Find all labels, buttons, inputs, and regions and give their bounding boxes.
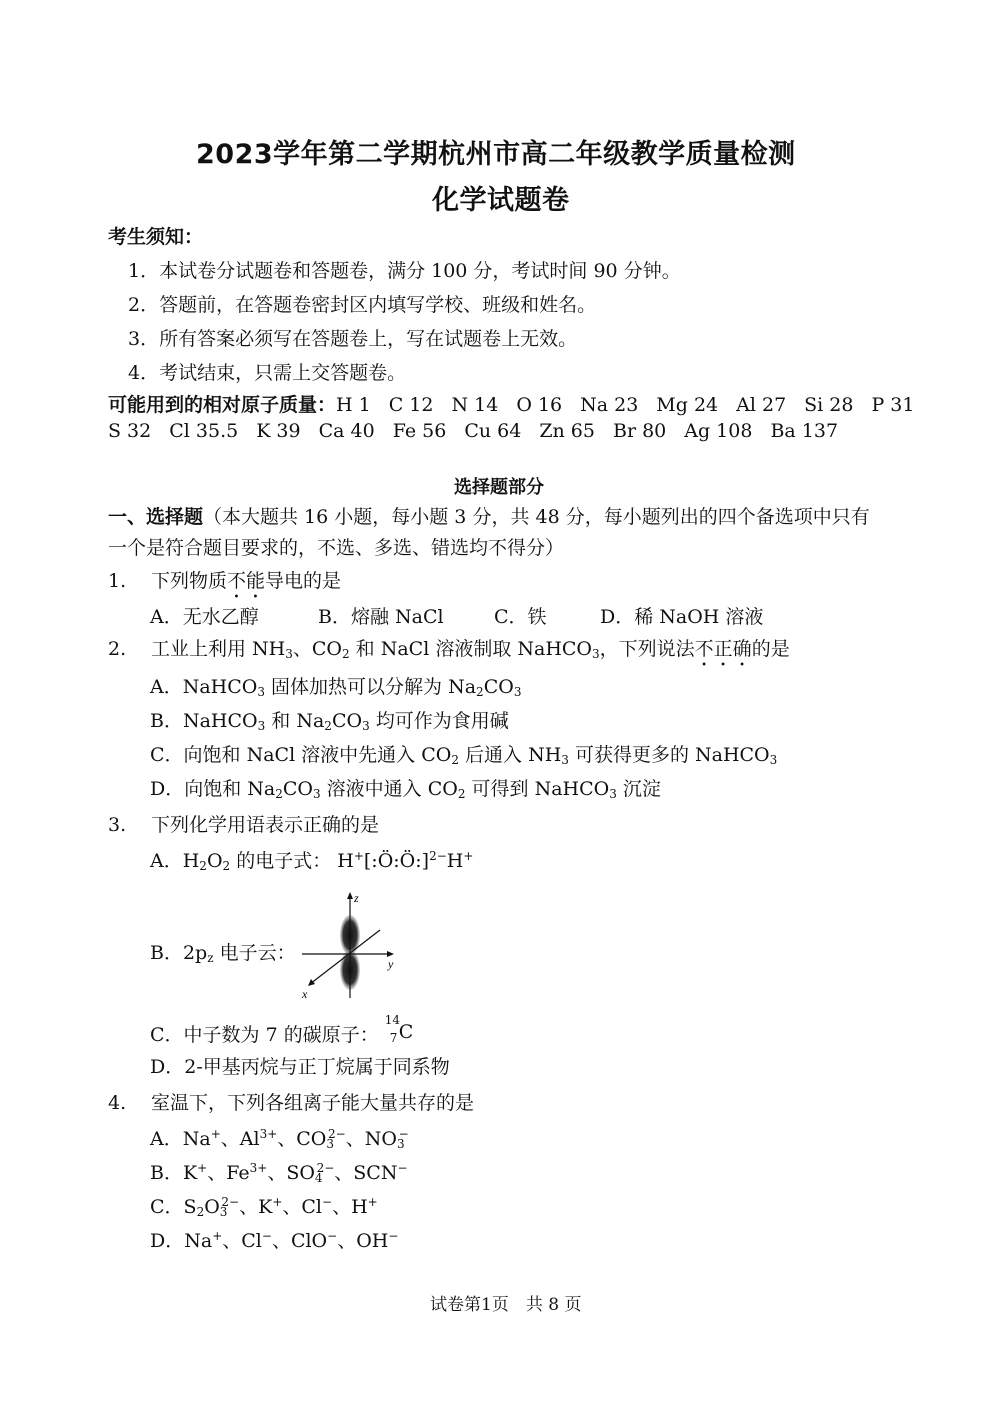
page-footer: 试卷第1页 共 8 页 <box>430 1295 582 1315</box>
question-number: 4. <box>108 1092 127 1114</box>
notice-item: 1．本试卷分试题卷和答题卷，满分 100 分，考试时间 90 分钟。 <box>128 260 681 282</box>
option-d: D．Na+、Cl−、ClO−、OH− <box>150 1229 399 1252</box>
option-text: D．向饱和 Na <box>150 778 276 800</box>
atomic-mass: Fe 56 <box>392 420 447 442</box>
question-stem: ，下列说法 <box>599 638 695 660</box>
atomic-mass: Al 27 <box>736 394 787 416</box>
z-axis-arrow <box>347 892 353 899</box>
subscript: 2 <box>275 787 283 801</box>
option-text: 可得到 NaHCO <box>465 778 610 800</box>
atomic-mass: N 14 <box>451 394 499 416</box>
atomic-mass: Cu 64 <box>464 420 522 442</box>
atomic-mass: H 1 <box>336 394 371 416</box>
electron-formula: H+[:Ö:Ö:]$^{2-}$H+ <box>337 849 474 872</box>
atomic-mass: Ag 108 <box>684 420 753 442</box>
atomic-mass: Ba 137 <box>770 420 839 442</box>
option-b <box>150 938 296 965</box>
atomic-mass: P 31 <box>871 394 915 416</box>
atomic-mass: Zn 65 <box>539 420 595 442</box>
question-stem: 的是 <box>751 638 790 660</box>
notice-heading: 考生须知： <box>108 226 204 248</box>
option-text: CO <box>483 676 514 698</box>
section-title: 选择题部分 <box>454 477 544 498</box>
subscript: 2 <box>199 859 207 873</box>
option-text: A．NaHCO <box>150 676 258 698</box>
atomic-mass: Ca 40 <box>318 420 375 442</box>
question-2 <box>108 634 790 671</box>
atomic-mass: Mg 24 <box>656 394 719 416</box>
option-text: 溶液中通入 CO <box>320 778 458 800</box>
subscript: 3 <box>362 719 370 733</box>
section-heading-text: （本大题共 16 小题，每小题 3 分，共 48 分，每小题列出的四个备选项中只有 <box>203 506 870 528</box>
atomic-mass: Br 80 <box>612 420 667 442</box>
element-symbol: C <box>398 1021 414 1043</box>
option-text: 和 Na <box>265 710 325 732</box>
subscript: z <box>207 951 214 965</box>
atomic-mass: Na 23 <box>580 394 639 416</box>
option-text: B．2p <box>150 942 208 964</box>
question-3 <box>108 810 379 837</box>
option-text: B．NaHCO <box>150 710 258 732</box>
q1-options <box>150 602 763 629</box>
subscript: 3 <box>609 787 617 801</box>
atomic-mass-label: 可能用到的相对原子质量： <box>108 394 337 416</box>
atomic-mass: O 16 <box>516 394 563 416</box>
option-a <box>150 846 473 873</box>
notice-item: 4．考试结束，只需上交答题卷。 <box>128 362 407 384</box>
option-text: 的电子式： <box>230 850 332 872</box>
option-a: A．Na+、$Al^{3+}$、$CO_3^{2-}$、$NO_3^-$ <box>150 1127 409 1151</box>
question-stem: 、CO <box>292 638 342 660</box>
option-a: A．无水乙醇 <box>150 606 259 628</box>
subscript: 2 <box>342 647 350 661</box>
atomic-mass: C 12 <box>388 394 434 416</box>
question-stem-emphasis: 不正确 <box>694 638 752 660</box>
option-text: 均可作为食用碱 <box>369 710 509 732</box>
subscript: 2 <box>476 685 484 699</box>
option-text: CO <box>331 710 363 732</box>
subscript: 3 <box>257 719 266 733</box>
question-stem: 导电的是 <box>265 570 342 592</box>
atomic-mass-line-1 <box>108 390 914 417</box>
question-number: 2. <box>108 638 127 660</box>
notice-item: 2．答题前，在答题卷密封区内填写学校、班级和姓名。 <box>128 294 597 316</box>
subscript: 3 <box>769 753 778 767</box>
option-c: C．铁 <box>494 606 547 628</box>
atomic-mass: K 39 <box>256 420 301 442</box>
option-text: C．中子数为 7 的碳原子： <box>150 1024 379 1046</box>
option-text: O <box>206 850 223 872</box>
subscript: 3 <box>561 753 569 767</box>
option-text: 可获得更多的 NaHCO <box>568 744 770 766</box>
question-stem: 和 NaCl 溶液制取 NaHCO <box>349 638 593 660</box>
subscript: 2 <box>451 753 459 767</box>
atomic-mass-line-2 <box>108 420 838 442</box>
question-stem: 室温下，下列各组离子能大量共存的是 <box>151 1092 475 1114</box>
option-text: 电子云： <box>213 942 296 964</box>
question-1 <box>108 566 341 603</box>
section-heading-continued: 一个是符合题目要求的，不选、多选、错选均不得分） <box>108 537 565 559</box>
subscript: 3 <box>257 685 265 699</box>
question-stem: 下列化学用语表示正确的是 <box>151 814 380 836</box>
option-d: D．2-甲基丙烷与正丁烷属于同系物 <box>150 1056 450 1078</box>
option-text: 后通入 NH <box>458 744 562 766</box>
option-b: B．K+、$Fe^{3+}$、$SO_4^{2-}$、SCN− <box>150 1161 408 1185</box>
electron-cloud-diagram <box>298 890 402 1002</box>
question-stem-emphasis: 不能 <box>227 570 266 592</box>
option-text: CO <box>282 778 313 800</box>
question-number: 3. <box>108 814 127 836</box>
question-stem: 下列物质 <box>151 570 228 592</box>
option-c: C．$S_2O_3^{2-}$、K+、Cl−、H+ <box>150 1195 378 1219</box>
x-axis-arrow <box>308 979 315 986</box>
section-heading-bold: 一、选择题 <box>108 506 204 528</box>
subscript: 2 <box>324 719 332 733</box>
axis-label-z: z <box>354 891 359 905</box>
option-d <box>150 774 661 801</box>
question-4 <box>108 1088 474 1115</box>
option-c <box>150 740 777 767</box>
option-c <box>150 1013 419 1047</box>
atomic-mass: Si 28 <box>804 394 854 416</box>
question-number: 1. <box>108 570 127 592</box>
subscript: 3 <box>313 787 321 801</box>
option-text: A．H <box>150 850 200 872</box>
section-heading <box>108 502 870 529</box>
subscript: 3 <box>592 647 600 661</box>
subscript: 3 <box>285 647 293 661</box>
nuclide-notation <box>384 1013 419 1045</box>
atomic-mass: S 32 <box>108 420 152 442</box>
atomic-mass: Cl 35.5 <box>169 420 239 442</box>
option-text: C．向饱和 NaCl 溶液中先通入 CO <box>150 744 452 766</box>
mass-number: 14 <box>384 1013 401 1027</box>
axis-label-y: y <box>388 957 394 971</box>
option-b <box>150 706 509 733</box>
option-b: B．熔融 NaCl <box>318 606 444 628</box>
option-text: 沉淀 <box>616 778 661 800</box>
subscript: 3 <box>513 685 522 699</box>
page-subtitle: 化学试题卷 <box>432 185 570 216</box>
option-a <box>150 672 521 699</box>
option-d: D．稀 NaOH 溶液 <box>600 606 764 628</box>
notice-item: 3．所有答案必须写在答题卷上，写在试题卷上无效。 <box>128 328 578 350</box>
option-text: 固体加热可以分解为 Na <box>265 676 477 698</box>
subscript: 2 <box>457 787 466 801</box>
question-stem: 工业上利用 NH <box>151 638 286 660</box>
subscript: 2 <box>222 859 231 873</box>
page-title: 2023学年第二学期杭州市高二年级教学质量检测 <box>196 139 796 170</box>
axis-label-x: x <box>302 987 308 1001</box>
atomic-number: 7 <box>389 1031 398 1045</box>
